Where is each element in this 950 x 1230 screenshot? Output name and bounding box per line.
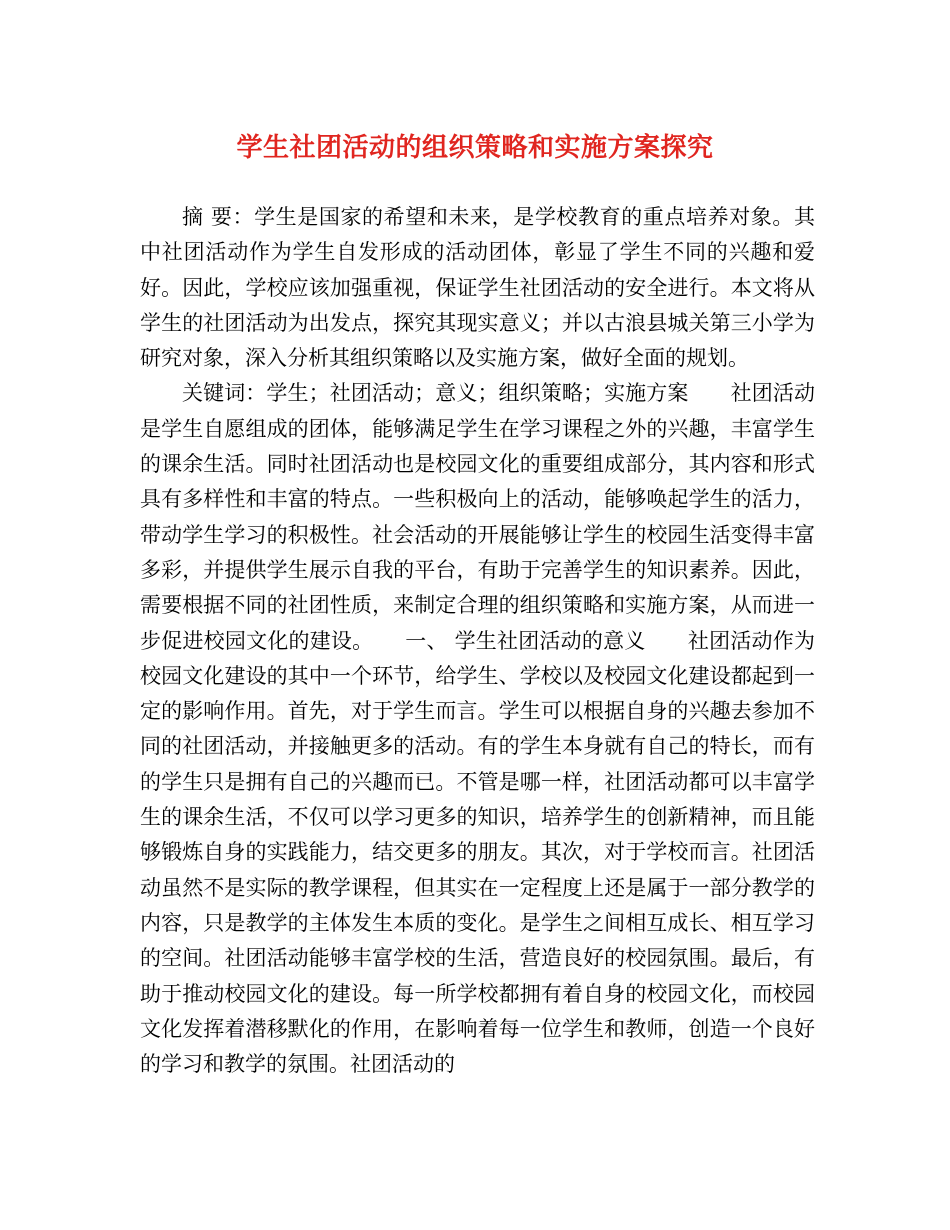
document-body (140, 200, 815, 1082)
document-title: 学生社团活动的组织策略和实施方案探究 (236, 133, 714, 163)
abstract-paragraph: 摘 要：学生是国家的希望和未来，是学校教育的重点培养对象。其中社团活动作为学生自发形成的活动团体，彰显了学生不同的兴趣和爱好。因此，学校应该加强重视，保证学生社团活动的安全进行。本文将从学生的社团活动为出发点，探究其现实意义；并以古浪县城关第三小学为研究对象，深入分析其组织策略以及实施方案，做好全面的规划。 (140, 205, 815, 371)
body-paragraph: 关键词：学生；社团活动；意义；组织策略；实施方案 社团活动是学生自愿组成的团体，能够满足学生在学习课程之外的兴趣，丰富学生的课余生活。同时社团活动也是校园文化的重要组成部分，其内容和形式具有多样性和丰富的特点。一些积极向上的活动，能够唤起学生的活力，带动学生学习的积极性。社会活动的开展能够让学生的校园生活变得丰富多彩，并提供学生展示自我的平台，有助于完善学生的知识素养。因此，需要根据不同的社团性质，来制定合理的组织策略和实施方案，从而进一步促进校园文化的建设。 一、 学生社团活动的意义 社团活动作为校园文化建设的其中一个环节，给学生、学校以及校园文化建设都起到一定的影响作用。首先，对于学生而言。学生可以根据自身的兴趣去参加不同的社团活动，并接触更多的活动。有的学生本身就有自己的特长，而有的学生只是拥有自己的兴趣而已。不管是哪一样，社团活动都可以丰富学生的课余生活，不仅可以学习更多的知识，培养学生的创新精神，而且能够锻炼自身的实践能力，结交更多的朋友。其次，对于学校而言。社团活动虽然不是实际的教学课程，但其实在一定程度上还是属于一部分教学的内容，只是教学的主体发生本质的变化。是学生之间相互成长、相互学习的空间。社团活动能够丰富学校的生活，营造良好的校园氛围。最后，有助于推动校园文化的建设。每一所学校都拥有着自身的校园文化，而校园文化发挥着潜移默化的作用，在影响着每一位学生和教师，创造一个良好的学习和教学的氛围。社团活动的 (140, 381, 815, 1077)
